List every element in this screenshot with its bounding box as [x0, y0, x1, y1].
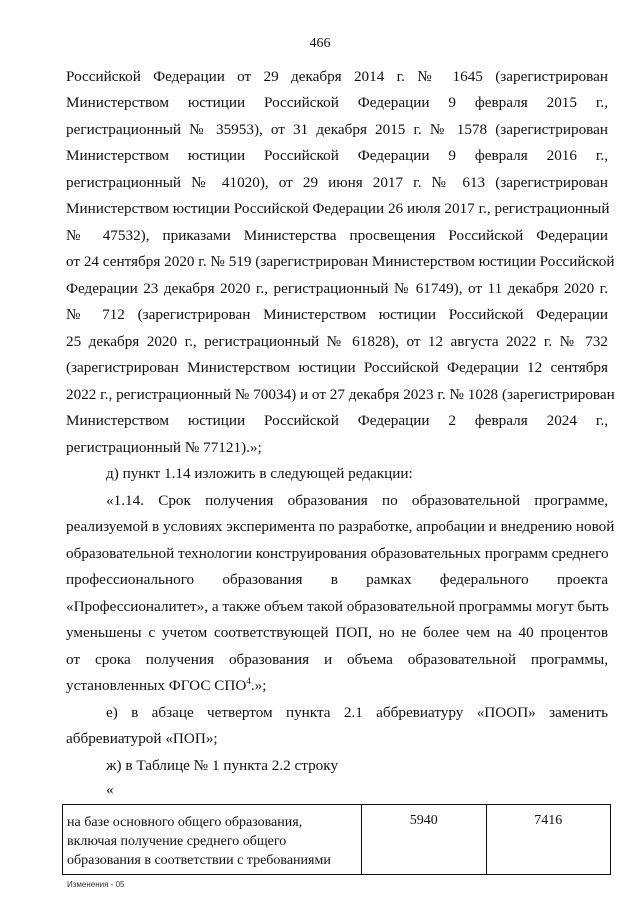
footnote-ref: 4 [246, 675, 251, 686]
paragraph-line: Министерством юстиции Российской Федерации 9 февраля 2016 г., [66, 147, 608, 164]
footer-label: Изменения - 05 [67, 880, 125, 889]
paragraph-line: № 47532), приказами Министерства просвещения Российской Федерации [66, 227, 608, 244]
paragraph-line: Российской Федерации от 29 декабря 2014 г. № 1645 (зарегистрирован [66, 68, 608, 85]
quote-line: образовательной технологии конструирования образовательных программ среднего [66, 545, 609, 562]
paragraph-line: 2022 г., регистрационный № 70034) и от 27 декабря 2023 г. № 1028 (зарегистрирован [66, 386, 615, 403]
page-number: 466 [309, 36, 331, 51]
table-cell-description [63, 805, 362, 875]
paragraph-line: Федерации 23 декабря 2020 г., регистрационный № 61749), от 11 декабря 2020 г. [66, 280, 608, 297]
paragraph-line: Министерством юстиции Российской Федерации 26 июля 2017 г., регистрационный [66, 200, 610, 217]
paragraph-line: регистрационный № 77121).»; [66, 439, 262, 456]
quote-line: реализуемой в условиях эксперимента по разработке, апробации и внедрению новой [66, 518, 615, 535]
item-d: д) пункт 1.14 изложить в следующей редакции: [106, 465, 413, 482]
paragraph-line: от 24 сентября 2020 г. № 519 (зарегистрирован Министерством юстиции Российской [66, 253, 615, 270]
paragraph-line: № 712 (зарегистрирован Министерством юстиции Российской Федерации [66, 306, 608, 323]
item-zh: ж) в Таблице № 1 пункта 2.2 строку [106, 757, 339, 774]
quote-line: «1.14. Срок получения образования по образовательной программе, [106, 492, 608, 509]
paragraph-line: регистрационный № 41020), от 29 июня 2017 г. № 613 (зарегистрирован [66, 174, 608, 191]
quote-line: «Профессионалитет», а также объем такой образовательной программы могут быть [66, 598, 609, 615]
table-row [63, 805, 611, 875]
education-table [62, 804, 611, 875]
item-e: е) в абзаце четвертом пункта 2.1 аббревиатуру «ПООП» заменить [106, 704, 608, 721]
quote-line: от срока получения образования и объема образовательной программы, [66, 651, 608, 668]
quote-close: .»; [250, 677, 267, 694]
quote-line: профессионального образования в рамках федерального проекта [66, 571, 608, 588]
paragraph-line: Министерством юстиции Российской Федерации 2 февраля 2024 г., [66, 412, 608, 429]
quote-line: уменьшены с учетом соответствующей ПОП, но не более чем на 40 процентов [66, 624, 608, 641]
open-quote: « [106, 781, 114, 798]
quote-text: установленных ФГОС СПО [66, 677, 247, 694]
quote-last-line [66, 677, 608, 695]
table-cell-value: 5940 [362, 805, 487, 875]
cell-text: на базе основного общего образования, включая получение среднего общего образования в соответствии с требованиями [67, 815, 331, 868]
item-e-cont: аббревиатурой «ПОП»; [66, 730, 218, 747]
table-cell-value: 7416 [486, 805, 611, 875]
paragraph-line: Министерством юстиции Российской Федерации 9 февраля 2015 г., [66, 94, 608, 111]
paragraph-line: (зарегистрирован Министерством юстиции Российской Федерации 12 сентября [66, 359, 608, 376]
paragraph-line: регистрационный № 35953), от 31 декабря 2015 г. № 1578 (зарегистрирован [66, 121, 608, 138]
paragraph-line: 25 декабря 2020 г., регистрационный № 61828), от 12 августа 2022 г. № 732 [66, 333, 608, 350]
